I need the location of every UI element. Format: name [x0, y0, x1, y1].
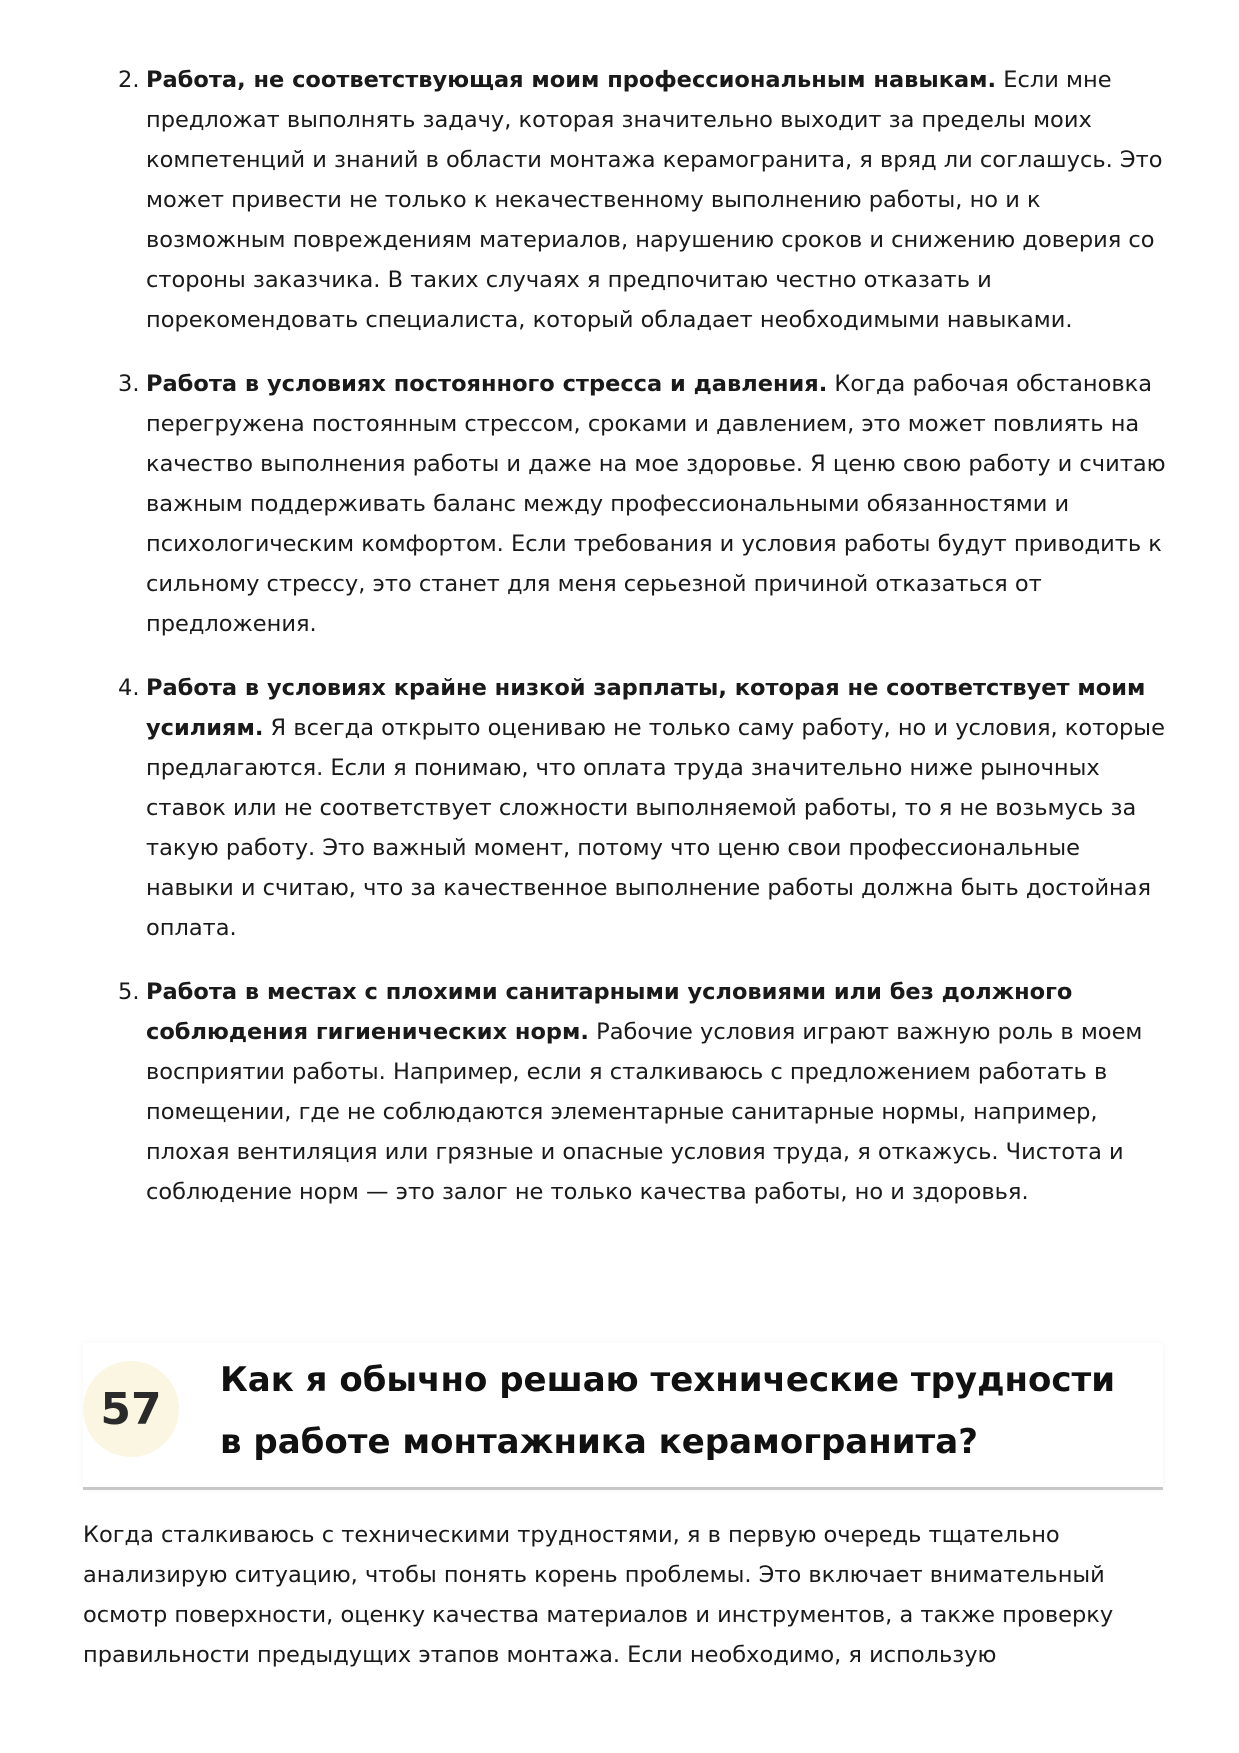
list-item — [118, 364, 1166, 644]
list-item — [118, 972, 1166, 1212]
list-item-number: 3. — [118, 371, 140, 397]
list-item — [118, 668, 1166, 948]
list-item-text: Я всегда открыто оцениваю не только саму работу, но и условия, которые предлагаются. Если я понимаю, что оплата труда значительно ниже рыночных ставок или не соответствует сложности выполняемой работы, то я не возьмусь за такую работу. Это важный момент, потому что ценю свои профессиональные навыки и считаю, что за качественное выполнение работы должна быть достойная оплата. — [146, 715, 1165, 941]
list-item-text: Когда рабочая обстановка перегружена постоянным стрессом, сроками и давлением, это может повлиять на качество выполнения работы и даже на мое здоровье. Я ценю свою работу и считаю важным поддерживать баланс между профессиональными обязанностями и психологическим комфортом. Если требования и условия работы будут приводить к сильному стрессу, это станет для меня серьезной причиной отказаться от предложения. — [146, 371, 1166, 637]
list-item — [118, 60, 1166, 340]
list-item-text: Если мне предложат выполнять задачу, которая значительно выходит за пределы моих компетенций и знаний в области монтажа керамогранита, я вряд ли соглашусь. Это может привести не только к некачественному выполнению работы, но и к возможным повреждениям материалов, нарушению сроков и снижению доверия со стороны заказчика. В таких случаях я предпочитаю честно отказать и порекомендовать специалиста, который обладает необходимыми навыками. — [146, 67, 1163, 333]
question-number-badge: 57 — [83, 1361, 179, 1457]
list-item-text: Рабочие условия играют важную роль в моем восприятии работы. Например, если я сталкиваюсь с предложением работать в помещении, где не соблюдаются элементарные санитарные нормы, например, плохая вентиляция или грязные и опасные условия труда, я откажусь. Чистота и соблюдение норм — это залог не только качества работы, но и здоровья. — [146, 1019, 1143, 1205]
list-item-number: 2. — [118, 67, 140, 93]
list-item-title: Работа в условиях крайне низкой зарплаты, которая не соответствует моим усилиям. — [146, 675, 1146, 741]
numbered-list — [0, 60, 1239, 1236]
question-header — [83, 1343, 1163, 1490]
list-item-title: Работа в местах с плохими санитарными условиями или без должного соблюдения гигиенических норм. — [146, 979, 1073, 1045]
question-title: Как я обычно решаю технические трудности в работе монтажника керамогранита? — [220, 1360, 1116, 1462]
list-item-number: 5. — [118, 979, 140, 1005]
list-item-number: 4. — [118, 675, 140, 701]
list-item-title: Работа в условиях постоянного стресса и давления. — [146, 371, 828, 397]
list-item-title: Работа, не соответствующая моим профессиональным навыкам. — [146, 67, 997, 93]
answer-paragraph: Когда сталкиваюсь с техническими трудностями, я в первую очередь тщательно анализирую ситуацию, чтобы понять корень проблемы. Это включает внимательный осмотр поверхности, оценку качества материалов и инструментов, а также проверку правильности предыдущих этапов монтажа. Если необходимо, я использую — [83, 1522, 1114, 1668]
